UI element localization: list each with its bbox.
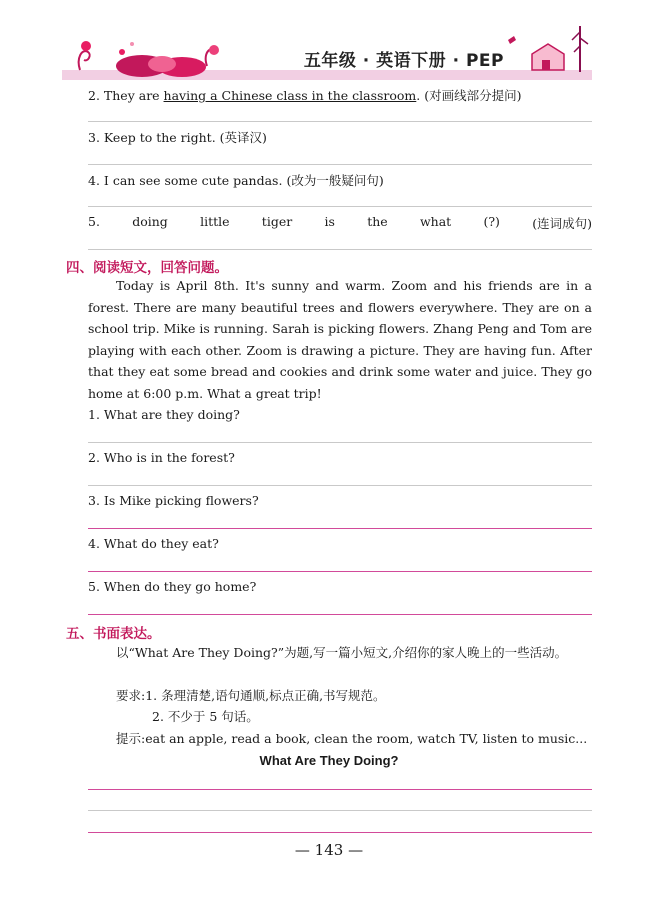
flower-decoration-icon: [62, 22, 232, 80]
reading-passage: Today is April 8th. It's sunny and warm. Zoom and his friends are in a forest. There are many beautiful trees and flowers everywhere. They are on a school trip. Mike is running. Sarah is picking flowers. Zhang Peng and Tom are playing with each other. Zoom is drawing a picture. They are having fun. After that they eat some bread and cookies and drink some water and juice. They go home at 6:00 p.m. What a great trip!: [88, 278, 592, 401]
page-header: [62, 22, 592, 80]
question-5: 5. When do they go home?: [88, 579, 257, 594]
answer-line[interactable]: [88, 614, 592, 615]
requirements-line-1: 要求:1. 条理清楚,语句通顺,标点正确,书写规范。: [116, 688, 386, 703]
section-title-writing: 五、书面表达。: [66, 626, 161, 642]
exercise-item-2: 2. They are having a Chinese class in the classroom. (对画线部分提问): [88, 88, 522, 103]
question-1: 1. What are they doing?: [88, 407, 240, 422]
question-2: 2. Who is in the forest?: [88, 450, 235, 465]
question-4: 4. What do they eat?: [88, 536, 219, 551]
writing-line[interactable]: [88, 832, 592, 833]
exercise-item-3: 3. Keep to the right. (英译汉): [88, 130, 267, 145]
answer-line[interactable]: [88, 121, 592, 122]
underlined-phrase: having a Chinese class in the classroom: [163, 88, 417, 103]
instruction: (改为一般疑问句): [286, 173, 384, 188]
answer-line[interactable]: [88, 249, 592, 250]
instruction: (英译汉): [219, 130, 267, 145]
instruction: (连词成句): [532, 216, 592, 231]
answer-line[interactable]: [88, 442, 592, 443]
instruction: (对画线部分提问): [424, 88, 522, 103]
answer-line[interactable]: [88, 571, 592, 572]
answer-line[interactable]: [88, 206, 592, 207]
exercise-item-5: 5. doing little tiger is the what (?) (连词成句): [88, 214, 592, 231]
house-tree-decoration-icon: [502, 22, 592, 80]
page-number: — 143 —: [294, 841, 364, 859]
answer-line[interactable]: [88, 528, 592, 529]
answer-line[interactable]: [88, 164, 592, 165]
essay-title: What Are They Doing?: [259, 753, 399, 768]
question-3: 3. Is Mike picking flowers?: [88, 493, 259, 508]
hint-line: 提示:eat an apple, read a book, clean the room, watch TV, listen to music...: [116, 731, 588, 746]
writing-line[interactable]: [88, 789, 592, 790]
answer-line[interactable]: [88, 485, 592, 486]
exercise-item-4: 4. I can see some cute pandas. (改为一般疑问句): [88, 173, 384, 188]
writing-prompt: 以“What Are They Doing?”为题,写一篇小短文,介绍你的家人晚上的一些活动。: [116, 645, 568, 660]
header-title: 五年级 · 英语下册 · PEP: [303, 51, 504, 71]
section-title-reading: 四、阅读短文，回答问题。: [66, 260, 228, 276]
requirements-line-2: 2. 不少于 5 句话。: [152, 709, 259, 724]
writing-line[interactable]: [88, 810, 592, 811]
